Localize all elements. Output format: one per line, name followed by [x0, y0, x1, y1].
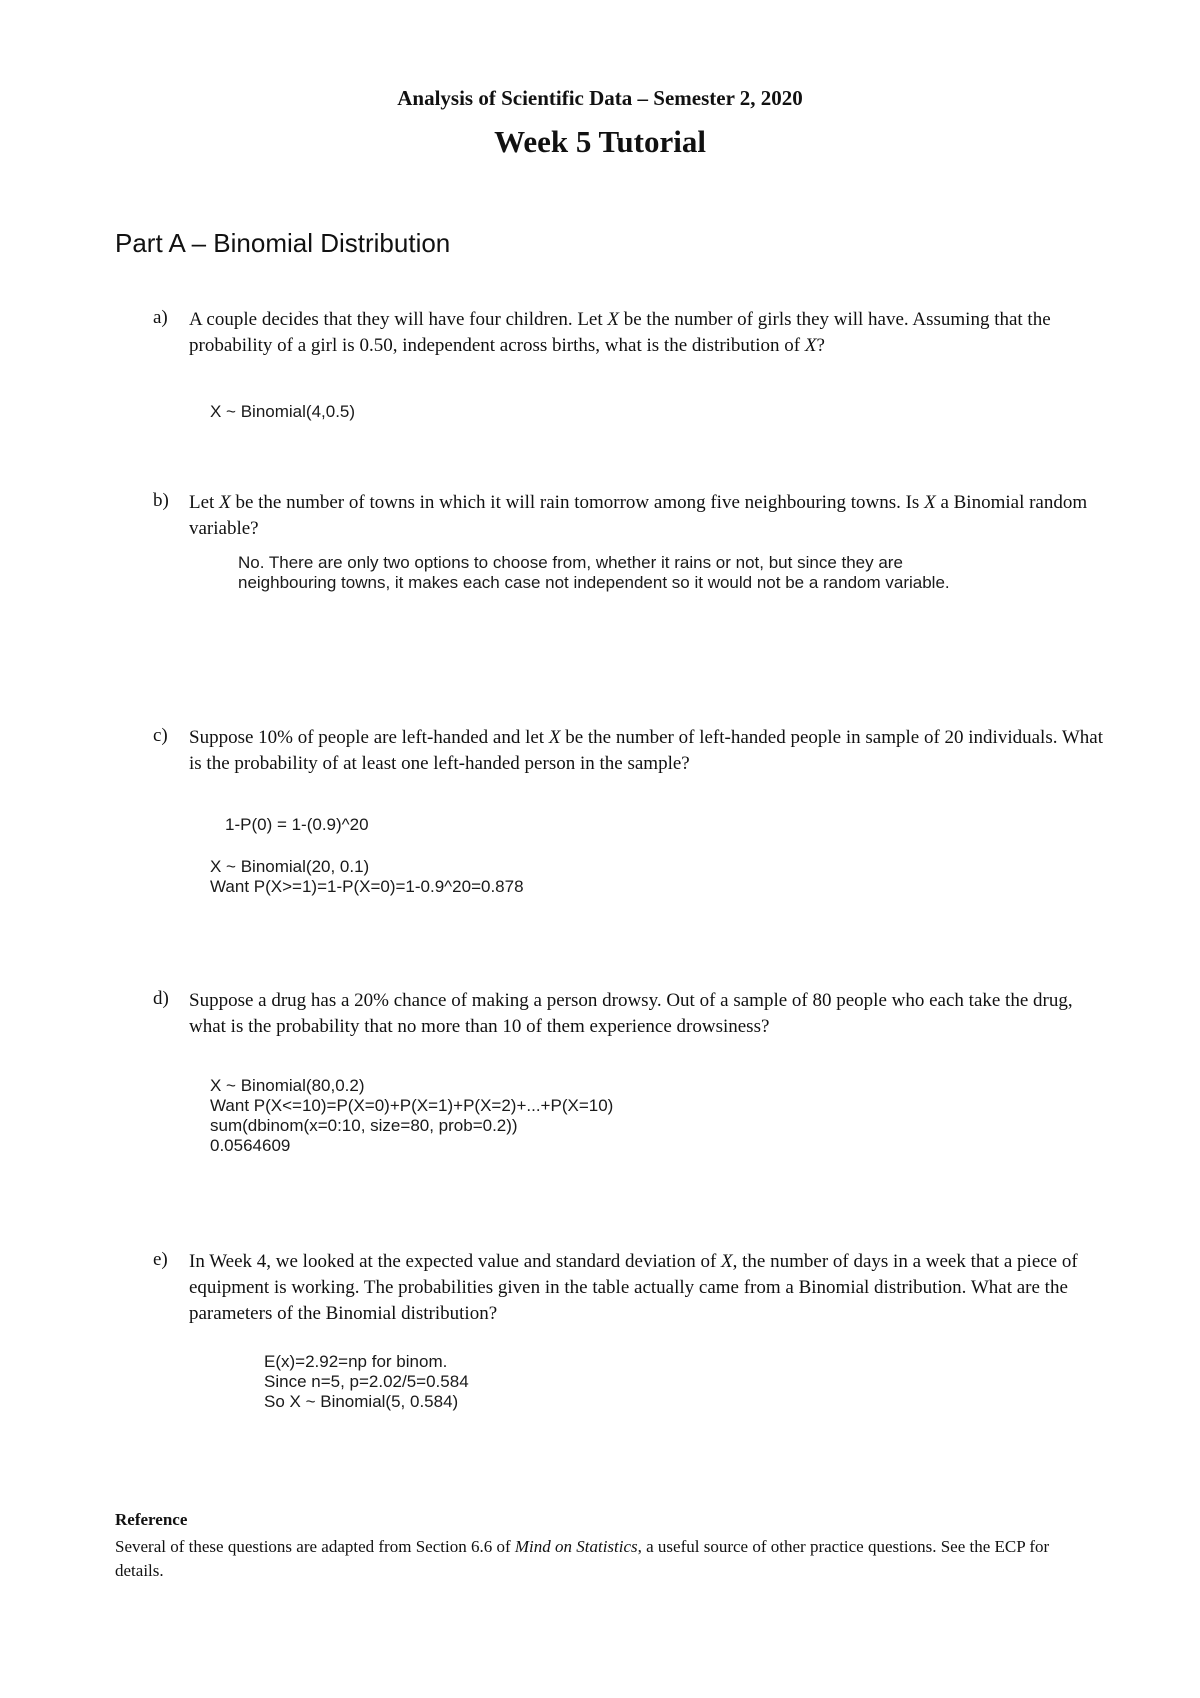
answer-c: X ~ Binomial(20, 0.1) Want P(X>=1)=1-P(X=0)=1-0.9^20=0.878: [210, 857, 524, 896]
reference-text: Several of these questions are adapted from Section 6.6 of Mind on Statistics, a useful source of other practice questions. See the ECP for details.: [115, 1537, 1050, 1580]
answer-b: No. There are only two options to choose from, whether it rains or not, but since they are neighbouring towns, it makes each case not independent so it would not be a random variable.: [238, 553, 950, 592]
answer-a: X ~ Binomial(4,0.5): [210, 402, 356, 421]
answer-c-first: 1-P(0) = 1-(0.9)^20: [225, 815, 369, 834]
question-label: b): [153, 490, 169, 511]
reference-heading: Reference: [115, 1510, 188, 1529]
question-label: d): [153, 988, 169, 1009]
answer-e: E(x)=2.92=np for binom. Since n=5, p=2.02/5=0.584 So X ~ Binomial(5, 0.584): [264, 1352, 469, 1411]
question-label: a): [153, 307, 168, 328]
answer-d: X ~ Binomial(80,0.2) Want P(X<=10)=P(X=0)+P(X=1)+P(X=2)+...+P(X=10) sum(dbinom(x=0:10, size=80, prob=0.2)) 0.0564609: [210, 1076, 614, 1155]
question-text: Let X be the number of towns in which it will rain tomorrow among five neighbouring towns. Is X a Binomial random variable?: [189, 492, 1088, 539]
question-text: In Week 4, we looked at the expected value and standard deviation of X, the number of days in a week that a piece of equipment is working. The probabilities given in the table actually came from a Binomial distribution. What are the parameters of the Binomial distribution?: [189, 1251, 1078, 1324]
question-text: A couple decides that they will have four children. Let X be the number of girls they will have. Assuming that the probability of a girl is 0.50, independent across births, what is the distribution of X?: [189, 309, 1051, 356]
question-label: c): [153, 725, 168, 746]
question-text: Suppose a drug has a 20% chance of making a person drowsy. Out of a sample of 80 people who each take the drug, what is the probability that no more than 10 of them experience drowsiness?: [189, 990, 1073, 1037]
question-text: Suppose 10% of people are left-handed and let X be the number of left-handed people in sample of 20 individuals. What is the probability of at least one left-handed person in the sample?: [189, 727, 1104, 774]
document-title: Week 5 Tutorial: [494, 124, 706, 159]
document-subtitle: Analysis of Scientific Data – Semester 2, 2020: [397, 86, 803, 110]
book-title: Mind on Statistics: [514, 1537, 638, 1556]
part-heading: Part A – Binomial Distribution: [115, 228, 451, 258]
question-label: e): [153, 1249, 168, 1270]
